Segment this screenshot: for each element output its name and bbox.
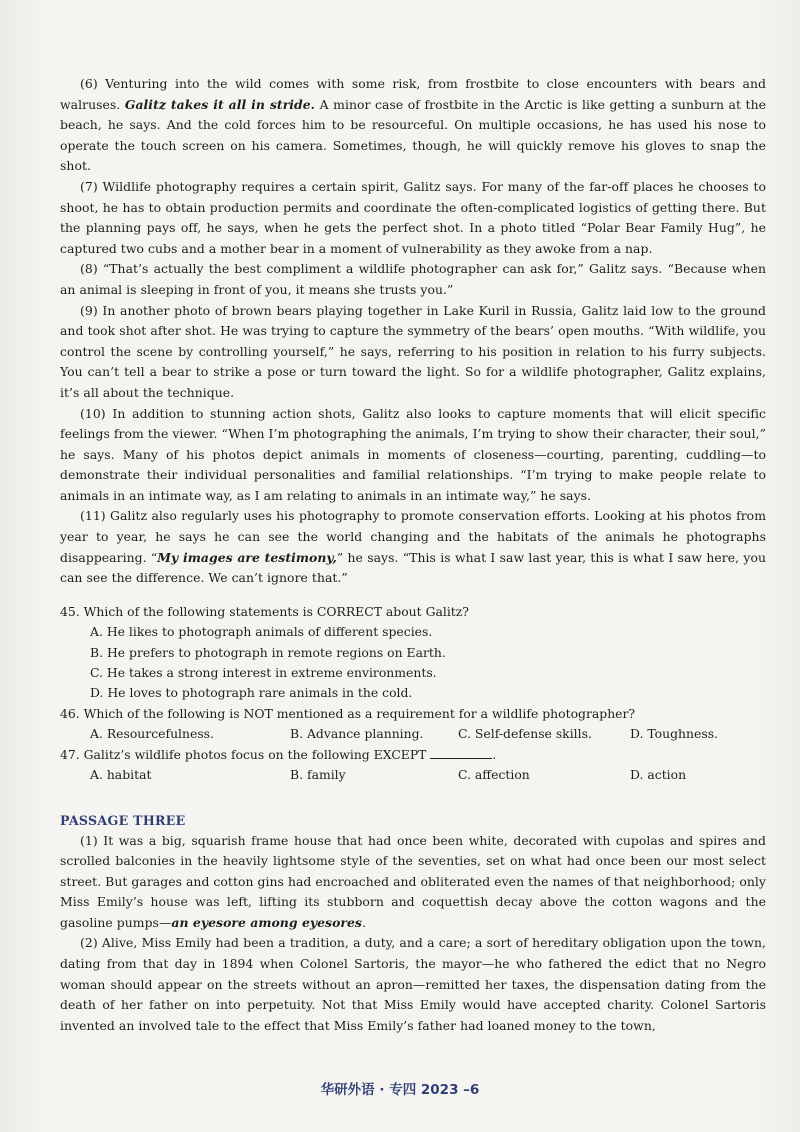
option-b: B. He prefers to photograph in remote regions on Earth. <box>90 644 446 660</box>
passage-three-title: PASSAGE THREE <box>60 812 186 828</box>
passage-three-body <box>60 831 766 1037</box>
emphasized-phrase: Galitz takes it all in stride. <box>124 96 316 112</box>
option-b: B. family <box>290 767 346 783</box>
question-block <box>60 602 766 786</box>
paragraph-text: . <box>361 914 366 930</box>
question-46 <box>60 704 766 745</box>
option-row <box>60 724 766 744</box>
paragraph-text: (6) Venturing into the wild comes with some risk, from frostbite to close encounters with bears and walruses. <box>60 76 766 112</box>
question-stem: 46. Which of the following is NOT mentioned as a requirement for a wildlife photographer? <box>60 705 636 721</box>
paragraph-text: (9) In another photo of brown bears playing together in Lake Kuril in Russia, Galitz laid low to the ground and took shot after shot. He was trying to capture the symmetry of the bears’ open mouths. “With wildlife, you control the scene by controlling yourself,” he says, referring to his position in relation to his furry subjects. You can’t tell a bear to strike a pose or turn toward the light. So for a wildlife photographer, Galitz explains, it’s all about the technique. <box>60 302 766 400</box>
paragraph-text: (8) “That’s actually the best compliment a wildlife photographer can ask for,” Galitz says. “Because when an animal is sleeping in front of you, it means she trusts you.” <box>60 261 766 297</box>
option-c: C. Self-defense skills. <box>458 726 592 742</box>
page-footer: 华研外语 · 专四 2023 –6 <box>320 1082 480 1098</box>
option-c: C. He takes a strong interest in extreme environments. <box>90 665 437 681</box>
question-stem: 45. Which of the following statements is CORRECT about Galitz? <box>60 603 469 619</box>
paragraph-text: A minor case of frostbite in the Arctic is like getting a sunburn at the beach, he says. And the cold forces him to be resourceful. On multiple occasions, he has used his nose to operate the touch screen on his camera. Sometimes, though, he will quickly remove his gloves to snap the shot. <box>60 96 766 174</box>
question-stem-end: . <box>492 746 497 762</box>
paragraph-text: (1) It was a big, squarish frame house that had once been white, decorated with cupolas and spires and scrolled balconies in the heavily lightsome style of the seventies, set on what had once been our most select street. But garages and cotton gins had encroached and obliterated even the names of that neighborhood; only Miss Emily’s house was left, lifting its stubborn and coquettish decay above the cotton wagons and the gasoline pumps— <box>60 832 766 930</box>
paragraph-text: (10) In addition to stunning action shots, Galitz also looks to capture moments that will elicit specific feelings from the viewer. “When I’m photographing the animals, I’m trying to show their character, their soul,” he says. Many of his photos depict animals in moments of closeness—courting, parenting, cuddling—to demonstrate their individual personalities and familial relationships. “I’m trying to make people relate to animals in an intimate way, as I am relating to animals in an intimate way,” he says. <box>60 405 766 503</box>
paragraph-10 <box>60 404 766 507</box>
paragraph-11 <box>60 506 766 588</box>
paragraph-1 <box>60 831 766 934</box>
option-d: D. action <box>630 767 687 783</box>
paragraph-9 <box>60 301 766 404</box>
option-a: A. He likes to photograph animals of different species. <box>90 624 433 640</box>
question-stem <box>60 745 766 765</box>
paragraph-text: (11) Galitz also regularly uses his photography to promote conservation efforts. Looking at his photos from year to year, he says he can see the world changing and the habitats of the animals he photographs disappearing. “ <box>60 508 766 565</box>
option-d: D. He loves to photograph rare animals in the cold. <box>90 685 413 701</box>
paragraph-text: ” he says. “This is what I saw last year, this is what I saw here, you can see the difference. We can’t ignore that.” <box>60 549 766 586</box>
option-d: D. Toughness. <box>630 726 718 742</box>
paragraph-7 <box>60 177 766 259</box>
paragraph-text: (7) Wildlife photography requires a certain spirit, Galitz says. For many of the far-off places he chooses to shoot, he has to obtain production permits and coordinate the often-complicated logistics of getting there. But the planning pays off, he says, when he gets the perfect shot. In a photo titled “Polar Bear Family Hug”, he captured two cubs and a mother bear in a moment of vulnerability as they awoke from a nap. <box>60 178 766 256</box>
paragraph-text: (2) Alive, Miss Emily had been a tradition, a duty, and a care; a sort of hereditary obligation upon the town, dating from that day in 1894 when Colonel Sartoris, the mayor—he who fathered the edict that no Negro woman should appear on the streets without an apron—remitted her taxes, the dispensation dating from the death of her father on into perpetuity. Not that Miss Emily would have accepted charity. Colonel Sartoris invented an involved tale to the effect that Miss Emily’s father had loaned money to the town, <box>60 935 766 1033</box>
emphasized-phrase: My images are testimony, <box>157 549 337 565</box>
option-a: A. habitat <box>90 767 152 783</box>
option-a: A. Resourcefulness. <box>90 726 214 742</box>
option-row <box>60 765 766 785</box>
paragraph-8 <box>60 259 766 300</box>
passage-two-body <box>60 74 766 589</box>
question-47 <box>60 745 766 786</box>
paragraph-6 <box>60 74 766 177</box>
option-c: C. affection <box>458 767 530 783</box>
paragraph-2 <box>60 933 766 1036</box>
option-b: B. Advance planning. <box>290 726 424 742</box>
emphasized-phrase: an eyesore among eyesores <box>171 914 362 930</box>
question-45 <box>60 602 766 704</box>
answer-blank <box>430 747 492 759</box>
question-stem-text: 47. Galitz’s wildlife photos focus on the following EXCEPT <box>60 746 427 762</box>
